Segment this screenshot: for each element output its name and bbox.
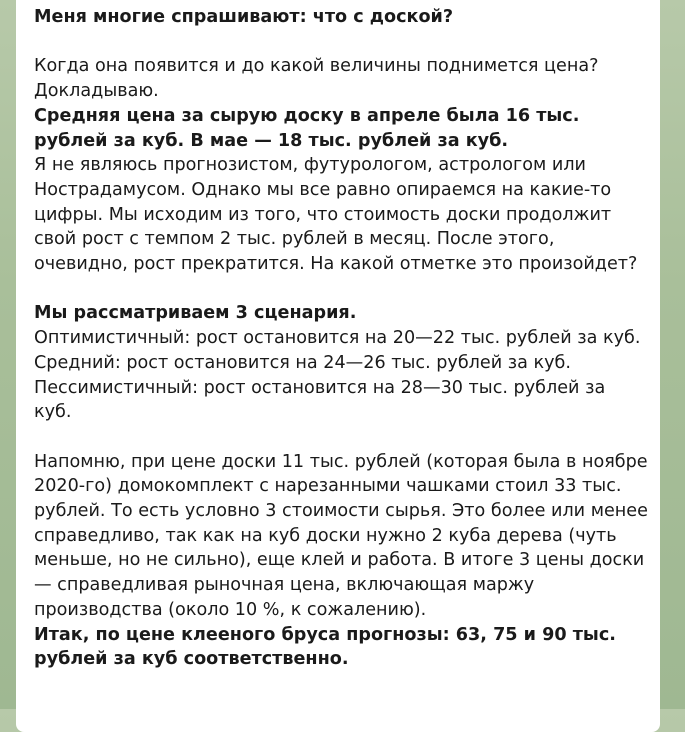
price-statement: Средняя цена за сырую доску в апреле была 16 тыс. рублей за куб. В мае — 18 тыс. рублей за куб. <box>34 105 580 151</box>
message-intro: Когда она появится и до какой величины поднимется цена? Докладываю. <box>34 56 599 102</box>
spacer <box>34 277 648 302</box>
scenario-medium: Средний: рост остановится на 24—26 тыс. рублей за куб. <box>34 352 571 373</box>
spacer <box>34 425 648 450</box>
conclusion-paragraph: Итак, по цене клееного бруса прогнозы: 63, 75 и 90 тыс. рублей за куб соответственно. <box>34 624 616 670</box>
scenario-pessimistic: Пессимистичный: рост остановится на 28—30 тыс. рублей за куб. <box>34 377 606 423</box>
spacer <box>34 30 648 55</box>
message-heading: Меня многие спрашивают: что с доской? <box>34 7 454 27</box>
reminder-paragraph: Напомню, при цене доски 11 тыс. рублей (которая была в ноябре 2020-го) домокомплект с нарезанными чашками стоил 33 тыс. рублей. То есть условно 3 стоимости сырья. Это более или менее справедливо, так как на куб доски нужно 2 куба дерева (чуть меньше, но не сильно), еще клей и работа. В итоге 3 цены доски — справедливая рыночная цена, включающая маржу производства (около 10 %, к сожалению). <box>34 451 648 620</box>
scenarios-title: Мы рассматриваем 3 сценария. <box>34 303 357 324</box>
forecast-note: Я не являюсь прогнозистом, футурологом, астрологом или Нострадамусом. Однако мы все равно опираемся на какие-то цифры. Мы исходим из того, что стоимость доски продолжит свой рост с темпом 2 тыс. рублей в месяц. После этого, очевидно, рост прекратится. На какой отметке это произойдет? <box>34 155 638 275</box>
scenario-optimistic: Оптимистичный: рост остановится на 20—22 тыс. рублей за куб. <box>34 328 641 349</box>
message-bubble <box>16 0 660 732</box>
